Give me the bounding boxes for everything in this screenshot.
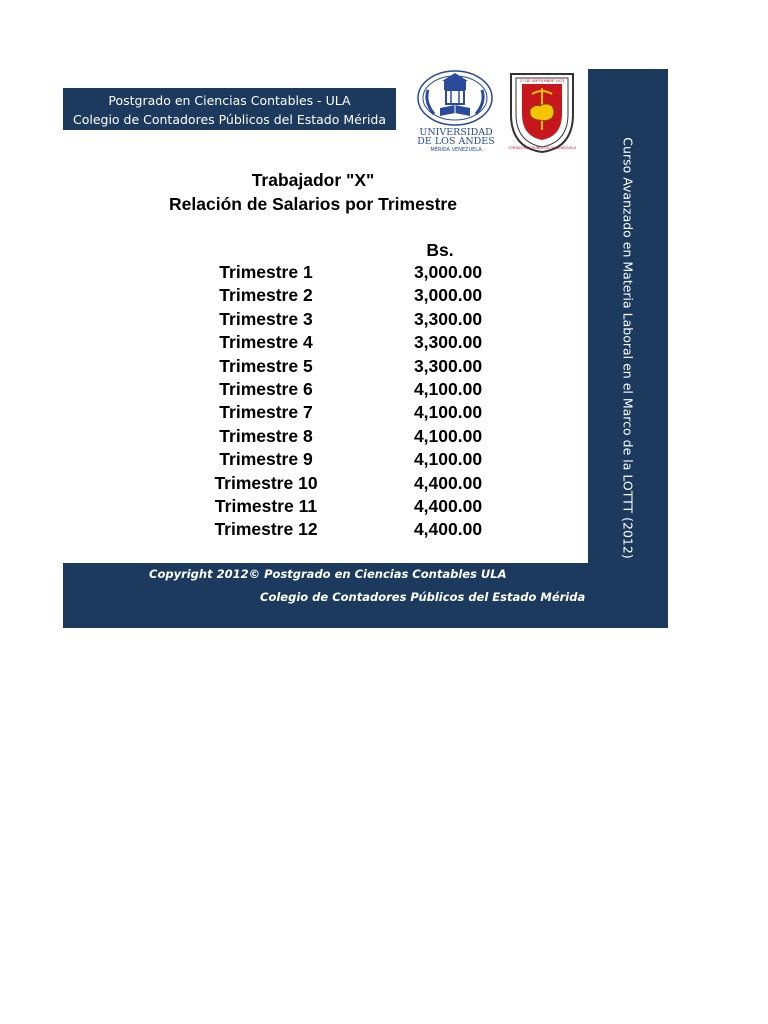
row-amount: 4,100.00 <box>413 402 483 423</box>
currency-column-header: Bs. <box>426 240 454 260</box>
row-amount: 3,300.00 <box>413 355 483 376</box>
cpv-logo-top-text: 27 DE SEPTIEMBRE 1973 <box>519 79 565 83</box>
table-row <box>0 402 768 425</box>
row-amount: 3,000.00 <box>413 285 483 306</box>
table-row <box>0 379 768 402</box>
table-row <box>0 519 768 542</box>
footer-banner <box>63 563 668 628</box>
table-row <box>0 332 768 355</box>
row-label: Trimestre 1 <box>219 262 313 282</box>
table-row <box>0 496 768 519</box>
table-row <box>0 449 768 472</box>
row-label: Trimestre 5 <box>219 355 313 376</box>
row-amount: 4,100.00 <box>413 425 483 446</box>
table-row <box>0 309 768 332</box>
row-label: Trimestre 11 <box>214 496 318 516</box>
row-label: Trimestre 4 <box>219 332 313 353</box>
ula-logo <box>416 70 496 152</box>
row-amount: 4,400.00 <box>413 519 483 540</box>
row-label: Trimestre 8 <box>219 425 313 446</box>
row-amount: 4,400.00 <box>413 472 483 493</box>
footer-copyright: Copyright 2012© Postgrado en Ciencias Contables ULA <box>149 567 507 581</box>
header-line-2: Colegio de Contadores Públicos del Estado Mérida <box>72 112 387 127</box>
ula-logo-text-1: UNIVERSIDAD <box>419 127 493 138</box>
course-title-vertical: Curso Avanzado en Materia Laboral en el Marco de la LOTTT (2012) <box>620 137 636 559</box>
cpv-logo <box>508 70 576 154</box>
document-title: Trabajador "X" <box>251 170 375 190</box>
row-label: Trimestre 2 <box>219 285 313 306</box>
row-amount: 4,400.00 <box>413 496 483 516</box>
cpv-logo-ring-text: CONTADORES PUBLICOS DE VENEZUELA <box>508 146 576 150</box>
table-row <box>0 262 768 285</box>
row-label: Trimestre 7 <box>219 402 313 423</box>
document-subtitle: Relación de Salarios por Trimestre <box>169 194 457 214</box>
table-row <box>0 285 768 308</box>
footer-college: Colegio de Contadores Públicos del Estado Mérida <box>260 590 586 604</box>
header-banner <box>63 88 396 130</box>
row-label: Trimestre 12 <box>214 519 318 540</box>
row-amount: 4,100.00 <box>413 449 483 470</box>
row-amount: 3,300.00 <box>413 308 483 329</box>
row-label: Trimestre 3 <box>219 308 313 329</box>
row-amount: 3,300.00 <box>413 332 483 353</box>
row-label: Trimestre 9 <box>219 449 313 470</box>
table-row <box>0 426 768 449</box>
row-amount: 4,100.00 <box>413 379 483 399</box>
row-label: Trimestre 10 <box>214 472 318 493</box>
table-row <box>0 356 768 379</box>
table-row <box>0 473 768 496</box>
row-label: Trimestre 6 <box>219 379 313 399</box>
header-line-1: Postgrado en Ciencias Contables - ULA <box>108 93 351 108</box>
ula-logo-text-2: DE LOS ANDES <box>417 136 495 147</box>
ula-logo-text-3: MÉRIDA VENEZUELA <box>430 147 482 152</box>
row-amount: 3,000.00 <box>413 262 483 282</box>
